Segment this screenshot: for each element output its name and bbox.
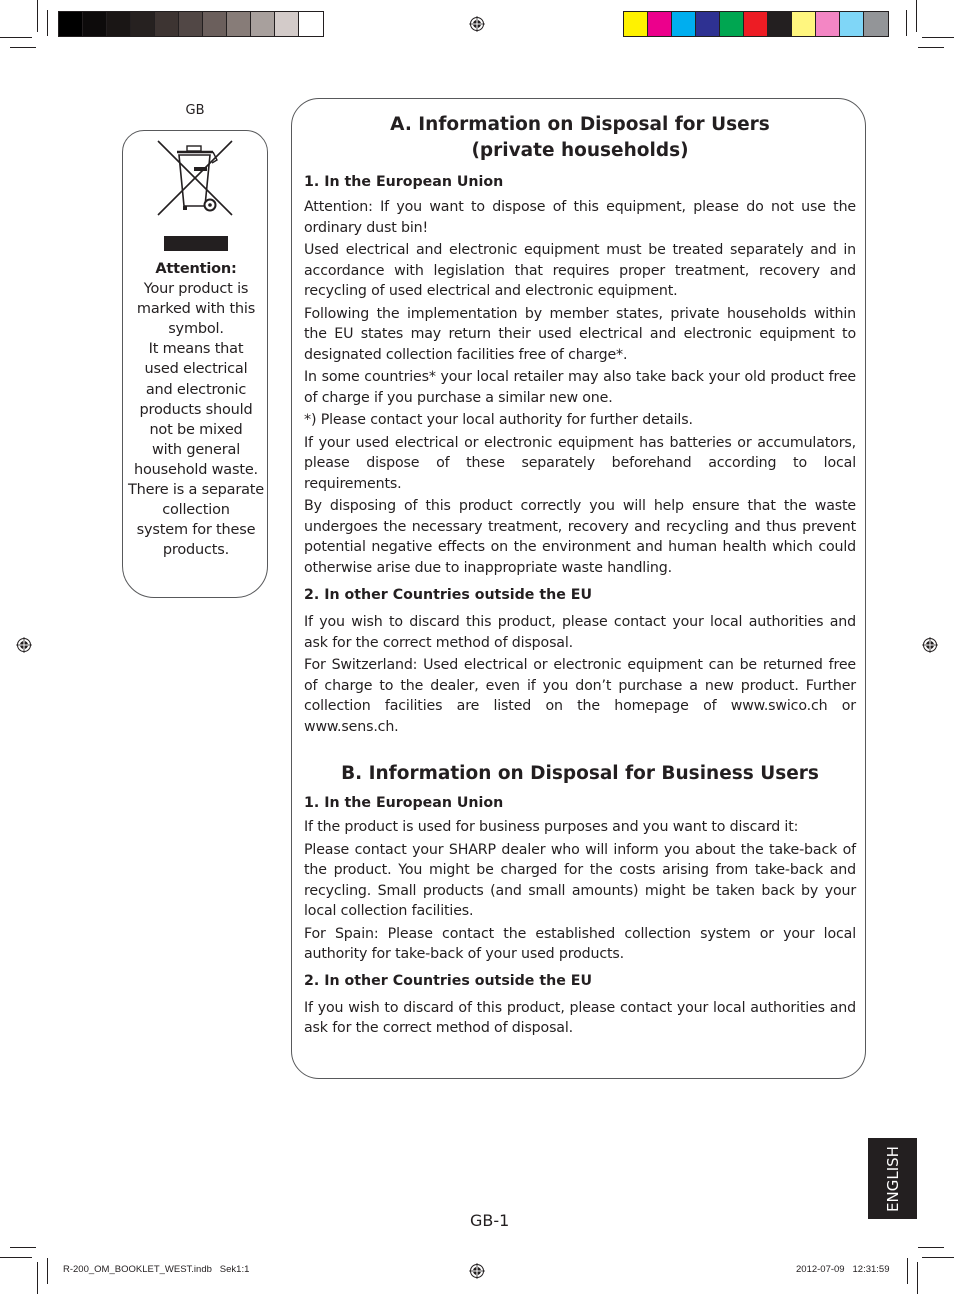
paragraph: Attention: If you want to dispose of this equipment, please do not use the ordinary dust bin! [304, 199, 856, 236]
attention-text [124, 259, 268, 560]
registration-mark-icon [922, 637, 938, 653]
page-number: GB-1 [470, 1211, 510, 1230]
color-swatch [696, 12, 720, 36]
crop-mark [916, 0, 917, 32]
section-b-non-eu-heading: 2. In other Countries outside the EU [304, 972, 593, 989]
attention-line: products should [139, 401, 253, 418]
color-swatch [83, 12, 107, 36]
section-b-eu-body [304, 817, 856, 965]
paragraph: Used electrical and electronic equipment must be treated separately and in accordance with legislation that requires proper treatment, recovery and recycling of used electrical and electronic equipment. [304, 242, 856, 299]
process-color-bar [623, 11, 889, 37]
paragraph: If you wish to discard of this product, please contact your local authorities and ask for the correct method of disposal. [304, 999, 856, 1036]
attention-line: not be mixed [149, 421, 243, 438]
color-swatch [59, 12, 83, 36]
registration-mark-icon [469, 16, 485, 32]
registration-mark-icon [469, 1263, 485, 1279]
file-slug: R-200_OM_BOOKLET_WEST.indb Sek1:1 [63, 1264, 250, 1275]
paragraph: Please contact your SHARP dealer who will inform you about the take-back of the product. You might be charged for the costs arising from take-back and recycling. Small products (and small amounts) might be taken back by your local collection facilities. [304, 841, 856, 919]
attention-line: and electronic [145, 381, 247, 398]
color-swatch [155, 12, 179, 36]
product-date-bar [164, 236, 228, 251]
language-tab-label: ENGLISH [883, 1145, 902, 1212]
paragraph: If you wish to discard this product, please contact your local authorities and ask for the correct method of disposal. [304, 614, 856, 651]
crop-mark [0, 37, 32, 38]
section-a-eu-heading: 1. In the European Union [304, 174, 504, 190]
registration-mark-icon [16, 637, 32, 653]
crop-mark [47, 1258, 48, 1284]
crop-mark [10, 47, 36, 48]
section-a-subtitle: (private households) [471, 140, 689, 161]
section-a-non-eu-heading: 2. In other Countries outside the EU [304, 587, 593, 603]
crop-mark [47, 10, 48, 36]
language-tab [868, 1138, 917, 1219]
attention-line: marked with this [136, 301, 256, 318]
attention-line: system for these [136, 522, 256, 539]
section-a-title: A. Information on Disposal for Users [390, 114, 770, 135]
section-a-eu-body [304, 197, 856, 578]
color-swatch [672, 12, 696, 36]
attention-line: products. [162, 542, 230, 559]
crop-mark [922, 1257, 954, 1258]
crop-mark [0, 1257, 32, 1258]
color-swatch [840, 12, 864, 36]
crop-mark [10, 1247, 36, 1248]
color-swatch [251, 12, 275, 36]
attention-line: collection [162, 502, 230, 519]
crop-mark [922, 37, 954, 38]
paragraph: For Spain: Please contact the established collection system or your local authority for take-back of your used products. [304, 925, 856, 962]
color-swatch [624, 12, 648, 36]
crop-mark [37, 0, 38, 32]
attention-line: with general [151, 441, 241, 458]
color-swatch [131, 12, 155, 36]
section-b-non-eu-body [304, 998, 856, 1039]
paragraph: *) Please contact your local authority for further details. [304, 412, 693, 428]
attention-line: There is a separate [127, 482, 265, 499]
crop-mark [918, 47, 944, 48]
grayscale-color-bar [58, 11, 324, 37]
crop-mark [917, 1262, 918, 1294]
crossed-out-wheelie-bin-icon [155, 138, 235, 218]
section-a-non-eu-body [304, 612, 856, 737]
attention-heading: Attention: [155, 261, 237, 277]
attention-line: used electrical [144, 361, 248, 378]
paragraph: Following the implementation by member states, private households within the EU states may return their used electrical and electronic equipment to designated collection facilities free of charge*. [304, 305, 856, 363]
color-swatch [744, 12, 768, 36]
color-swatch [107, 12, 131, 36]
disposal-info-content [304, 112, 856, 1041]
crop-mark [907, 1258, 908, 1284]
crop-mark [37, 1262, 38, 1294]
color-swatch [768, 12, 792, 36]
color-swatch [275, 12, 299, 36]
crop-mark [918, 1247, 944, 1248]
color-swatch [720, 12, 744, 36]
paragraph: For Switzerland: Used electrical or electronic equipment can be returned free of charge to the dealer, even if you don’t purchase a new product. Further collection facilities are listed on the homepage of www.swico.ch or www.sens.ch. [304, 657, 856, 735]
color-swatch [792, 12, 816, 36]
paragraph: By disposing of this product correctly you will help ensure that the waste undergoes the necessary treatment, recovery and recycling and thus prevent potential negative effects on the environment and human health which could otherwise arise due to inappropriate waste handling. [304, 498, 856, 576]
color-swatch [299, 12, 323, 36]
print-timestamp: 2012-07-09 12:31:59 [796, 1264, 890, 1275]
color-swatch [203, 12, 227, 36]
paragraph: If your used electrical or electronic equipment has batteries or accumulators, please dispose of these separately beforehand according to local requirements. [304, 434, 856, 492]
paragraph: If the product is used for business purposes and you want to discard it: [304, 819, 799, 835]
color-swatch [179, 12, 203, 36]
attention-line: It means that [148, 341, 244, 358]
attention-line: Your product is [143, 281, 249, 298]
section-b-title: B. Information on Disposal for Business Users [341, 763, 819, 784]
attention-line: household waste. [134, 461, 258, 478]
paragraph: In some countries* your local retailer may also take back your old product free of charge if you purchase a similar new one. [304, 369, 856, 406]
crop-mark [906, 10, 907, 36]
color-swatch [816, 12, 840, 36]
color-swatch [864, 12, 888, 36]
section-b-eu-heading: 1. In the European Union [304, 795, 504, 811]
color-swatch [227, 12, 251, 36]
color-swatch [648, 12, 672, 36]
attention-line: symbol. [168, 321, 224, 338]
language-code: GB [185, 103, 205, 118]
